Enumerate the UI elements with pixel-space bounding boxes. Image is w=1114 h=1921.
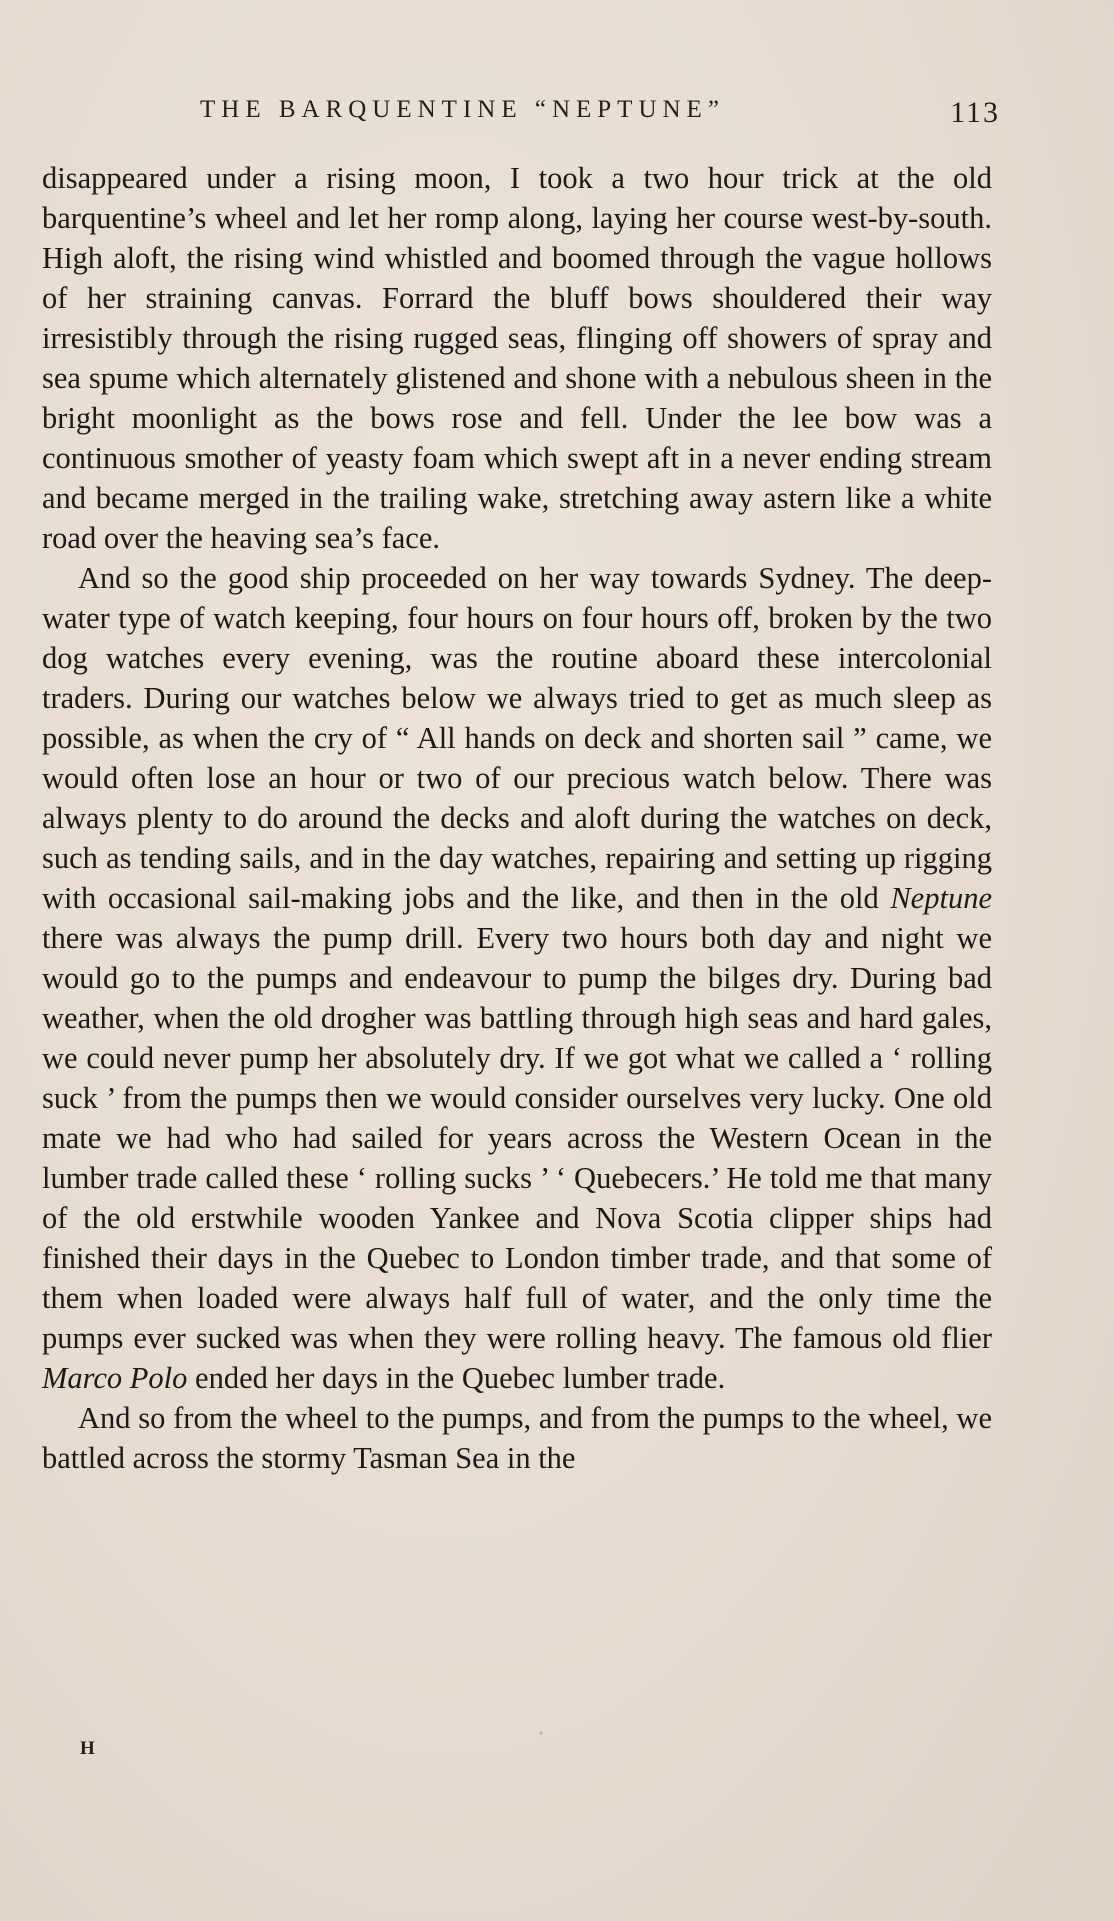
text-segment: And so the good ship proceeded on her way towards Sydney. The deep-water type of watch keeping, four hours on four hours off, broken by the two dog watches every evening, was the routine aboard these intercolonial traders. During our watches below we always tried to get as much sleep as possible, as when the cry of “ All hands on deck and shorten sail ” came, we would often lose an hour or two of our precious watch below. There was always plenty to do around the decks and aloft during the watches on deck, such as tending sails, and in the day watches, repairing and setting up rigging with occasional sail-making jobs and the like, and then in the old (42, 561, 992, 915)
running-title: THE BARQUENTINE “NEPTUNE” (200, 96, 725, 123)
paragraph-1 (42, 158, 992, 558)
body-text (42, 158, 992, 1478)
text-segment: there was always the pump drill. Every two hours both day and night we would go to the pumps and endeavour to pump the bilges dry. During bad weather, when the old drogher was battling through high seas and hard gales, we could never pump her absolutely dry. If we got what we called a ‘ rolling suck ’ from the pumps then we would consider ourselves very lucky. One old mate we had who had sailed for years across the Western Ocean in the lumber trade called these ‘ rolling sucks ’ ‘ Quebecers.’ He told me that many of the old erstwhile wooden Yankee and Nova Scotia clipper ships had finished their days in the Quebec to London timber trade, and that some of them when loaded were always half full of water, and the only time the pumps ever sucked was when they were rolling heavy. The famous old flier (42, 921, 992, 1355)
running-head (40, 96, 1000, 136)
page-number: 113 (950, 96, 1000, 129)
text-segment: ended her days in the Quebec lumber trade. (187, 1361, 726, 1395)
ship-name-neptune: Neptune (890, 881, 992, 915)
text-segment: disappeared under a rising moon, I took a two hour trick at the old barquentine’s wheel and let her romp along, laying her course west-by-south. High aloft, the rising wind whistled and boomed through the vague hollows of her straining canvas. Forrard the bluff bows shouldered their way irresistibly through the rising rugged seas, flinging off showers of spray and sea spume which alternately glistened and shone with a nebulous sheen in the bright moonlight as the bows rose and fell. Under the lee bow was a continuous smother of yeasty foam which swept aft in a never ending stream and became merged in the trailing wake, stretching away astern like a white road over the heaving sea’s face. (42, 161, 992, 555)
ship-name-marco-polo: Marco Polo (42, 1361, 188, 1395)
text-segment: And so from the wheel to the pumps, and from the pumps to the wheel, we battled across the stormy Tasman Sea in the (42, 1401, 992, 1475)
signature-mark: H (80, 1738, 95, 1759)
paragraph-3 (42, 1398, 992, 1478)
paragraph-2 (42, 558, 992, 1398)
paper-speck (539, 1731, 543, 1735)
